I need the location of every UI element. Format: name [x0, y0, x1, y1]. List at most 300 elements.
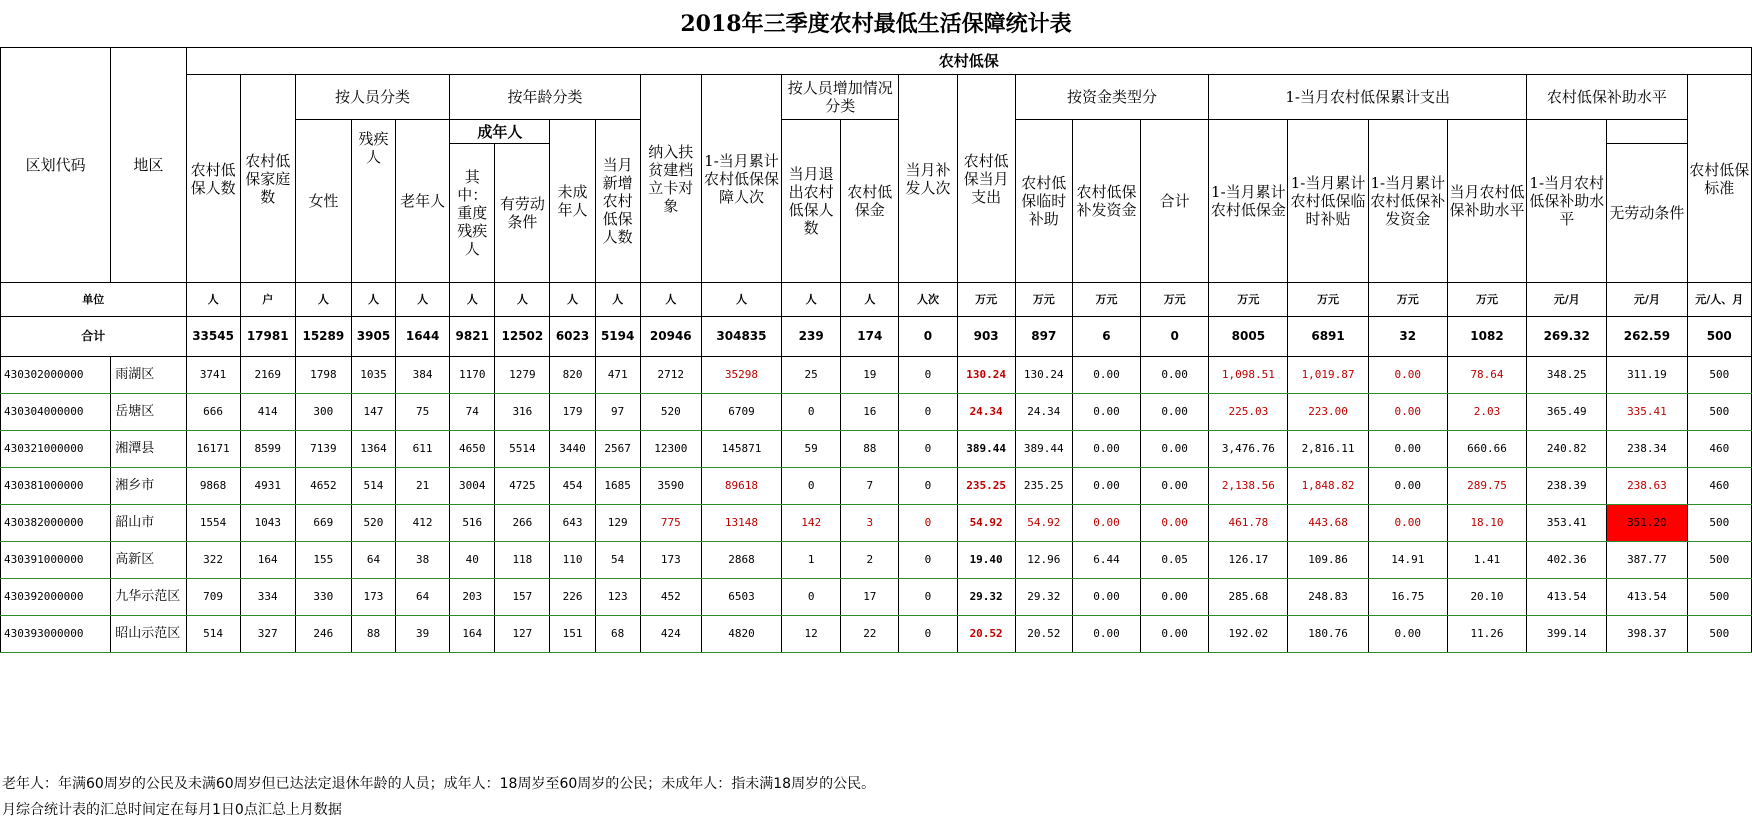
data-cell: 35298 [701, 357, 781, 394]
header-cum1: 1-当月累计农村低保金 [1209, 120, 1288, 283]
data-cell: 0.00 [1141, 505, 1209, 542]
data-cell: 0.00 [1072, 616, 1140, 653]
total-cell: 32 [1368, 317, 1447, 357]
region-name: 九华示范区 [111, 579, 186, 616]
footnote-aggregation-time: 月综合统计表的汇总时间定在每月1日0点汇总上月数据 [2, 802, 342, 818]
region-name: 湘潭县 [111, 431, 186, 468]
data-cell: 516 [450, 505, 495, 542]
data-cell: 16.75 [1368, 579, 1447, 616]
data-cell: 0.00 [1368, 468, 1447, 505]
data-cell: 1279 [495, 357, 550, 394]
header-adult: 成年人 [450, 120, 550, 144]
data-cell: 775 [640, 505, 701, 542]
total-cell: 500 [1687, 317, 1751, 357]
region-code: 430382000000 [1, 505, 111, 542]
data-cell: 402.36 [1527, 542, 1607, 579]
header-level-month: 当月农村低保补助水平 [1447, 120, 1526, 283]
data-cell: 398.37 [1607, 616, 1687, 653]
unit-cell: 万元 [1015, 283, 1072, 317]
data-cell: 173 [351, 579, 395, 616]
data-cell: 500 [1687, 579, 1751, 616]
data-cell: 21 [396, 468, 450, 505]
unit-cell: 人 [640, 283, 701, 317]
data-cell: 14.91 [1368, 542, 1447, 579]
header-unable: 无劳动条件 [1607, 144, 1687, 283]
data-cell: 64 [396, 579, 450, 616]
data-cell: 0.00 [1141, 616, 1209, 653]
data-cell: 1798 [295, 357, 351, 394]
total-label: 合计 [1, 317, 187, 357]
data-cell: 89618 [701, 468, 781, 505]
total-cell: 269.32 [1527, 317, 1607, 357]
header-by-person: 按人员分类 [295, 75, 449, 120]
data-cell: 666 [186, 394, 240, 431]
data-cell: 20.52 [1015, 616, 1072, 653]
data-cell: 322 [186, 542, 240, 579]
data-cell: 285.68 [1209, 579, 1288, 616]
data-cell: 29.32 [957, 579, 1015, 616]
total-cell: 6023 [550, 317, 595, 357]
data-cell: 40 [450, 542, 495, 579]
unit-cell: 人 [396, 283, 450, 317]
unit-cell: 人 [701, 283, 781, 317]
data-cell: 240.82 [1527, 431, 1607, 468]
table-row [1, 394, 1752, 431]
header-severe: 其中：重度残疾人 [450, 144, 495, 283]
data-cell: 12300 [640, 431, 701, 468]
data-cell: 192.02 [1209, 616, 1288, 653]
data-cell: 3440 [550, 431, 595, 468]
data-cell: 4652 [295, 468, 351, 505]
data-cell: 0.00 [1072, 357, 1140, 394]
data-cell: 2868 [701, 542, 781, 579]
region-code: 430392000000 [1, 579, 111, 616]
data-cell: 0 [899, 616, 957, 653]
table-row [1, 579, 1752, 616]
header-standard: 农村低保标准 [1687, 75, 1751, 283]
total-cell: 1644 [396, 317, 450, 357]
data-cell: 4650 [450, 431, 495, 468]
data-cell: 1,019.87 [1288, 357, 1368, 394]
header-minor: 未成年人 [550, 120, 595, 283]
total-cell: 262.59 [1607, 317, 1687, 357]
header-households: 农村低保家庭数 [240, 75, 295, 283]
unit-cell: 人 [782, 283, 841, 317]
data-cell: 389.44 [1015, 431, 1072, 468]
unit-cell: 元/人、月 [1687, 283, 1751, 317]
table-row [1, 357, 1752, 394]
total-cell: 8005 [1209, 317, 1288, 357]
data-cell: 3 [841, 505, 899, 542]
data-cell: 123 [595, 579, 640, 616]
data-cell: 514 [186, 616, 240, 653]
header-fund3: 农村低保补发资金 [1072, 120, 1140, 283]
unit-cell: 元/月 [1607, 283, 1687, 317]
data-cell: 179 [550, 394, 595, 431]
total-cell: 174 [841, 317, 899, 357]
data-cell: 443.68 [1288, 505, 1368, 542]
total-cell: 0 [1141, 317, 1209, 357]
data-cell: 238.34 [1607, 431, 1687, 468]
region-name: 韶山市 [111, 505, 186, 542]
total-cell: 1082 [1447, 317, 1526, 357]
header-level-cum: 1-当月农村低保补助水平 [1527, 120, 1607, 283]
data-cell: 3590 [640, 468, 701, 505]
total-cell: 0 [899, 317, 957, 357]
header-elderly: 老年人 [396, 120, 450, 283]
data-cell: 75 [396, 394, 450, 431]
data-cell: 17 [841, 579, 899, 616]
data-cell: 820 [550, 357, 595, 394]
data-cell: 387.77 [1607, 542, 1687, 579]
data-cell: 0.00 [1141, 431, 1209, 468]
data-cell: 1,098.51 [1209, 357, 1288, 394]
data-cell: 68 [595, 616, 640, 653]
unit-cell: 人 [186, 283, 240, 317]
data-cell: 18.10 [1447, 505, 1526, 542]
data-cell: 334 [240, 579, 295, 616]
data-cell: 0.00 [1368, 505, 1447, 542]
data-cell: 7 [841, 468, 899, 505]
total-cell: 903 [957, 317, 1015, 357]
data-cell: 238.63 [1607, 468, 1687, 505]
header-cum-total: 合计 [1141, 120, 1209, 283]
data-cell: 16 [841, 394, 899, 431]
table-row [1, 468, 1752, 505]
data-cell: 348.25 [1527, 357, 1607, 394]
data-cell: 130.24 [1015, 357, 1072, 394]
data-cell: 461.78 [1209, 505, 1288, 542]
data-cell: 20.10 [1447, 579, 1526, 616]
data-cell: 4931 [240, 468, 295, 505]
header-disabled: 残疾人 [351, 120, 395, 283]
unit-label: 单位 [1, 283, 187, 317]
region-code: 430304000000 [1, 394, 111, 431]
data-cell: 5514 [495, 431, 550, 468]
header-fund2: 农村低保临时补助 [1015, 120, 1072, 283]
total-cell: 239 [782, 317, 841, 357]
total-cell: 5194 [595, 317, 640, 357]
data-cell: 520 [640, 394, 701, 431]
data-cell: 78.64 [1447, 357, 1526, 394]
data-cell: 0 [899, 579, 957, 616]
data-cell: 246 [295, 616, 351, 653]
data-cell: 413.54 [1607, 579, 1687, 616]
data-cell: 1170 [450, 357, 495, 394]
data-cell: 24.34 [1015, 394, 1072, 431]
unit-cell: 人 [295, 283, 351, 317]
data-cell: 0.00 [1141, 394, 1209, 431]
data-cell: 365.49 [1527, 394, 1607, 431]
data-cell: 118 [495, 542, 550, 579]
data-cell: 3741 [186, 357, 240, 394]
unit-cell: 万元 [1447, 283, 1526, 317]
data-cell: 16171 [186, 431, 240, 468]
data-cell: 414 [240, 394, 295, 431]
total-cell: 3905 [351, 317, 395, 357]
header-persons: 农村低保人数 [186, 75, 240, 283]
region-name: 雨湖区 [111, 357, 186, 394]
data-cell: 6503 [701, 579, 781, 616]
data-cell: 452 [640, 579, 701, 616]
data-cell: 0 [899, 505, 957, 542]
table-row [1, 431, 1752, 468]
data-cell: 0.05 [1141, 542, 1209, 579]
data-cell: 2,138.56 [1209, 468, 1288, 505]
data-cell: 0 [899, 394, 957, 431]
data-cell: 203 [450, 579, 495, 616]
data-cell: 7139 [295, 431, 351, 468]
data-cell: 1554 [186, 505, 240, 542]
data-cell: 235.25 [957, 468, 1015, 505]
header-code: 区划代码 [1, 48, 111, 283]
header-cum-expense: 1-当月农村低保累计支出 [1209, 75, 1527, 120]
data-cell: 39 [396, 616, 450, 653]
data-cell: 514 [351, 468, 395, 505]
data-cell: 500 [1687, 357, 1751, 394]
header-level: 农村低保补助水平 [1527, 75, 1687, 120]
data-cell: 1043 [240, 505, 295, 542]
header-fund1: 农村低保金 [841, 120, 899, 283]
data-cell: 22 [841, 616, 899, 653]
data-cell: 1035 [351, 357, 395, 394]
data-cell: 316 [495, 394, 550, 431]
header-by-change: 按人员增加情况分类 [782, 75, 899, 120]
header-cum-persons: 1-当月累计农村低保保障人次 [701, 75, 781, 283]
data-cell: 223.00 [1288, 394, 1368, 431]
data-cell: 0.00 [1072, 579, 1140, 616]
total-cell: 17981 [240, 317, 295, 357]
data-cell: 0.00 [1141, 468, 1209, 505]
header-reissue: 当月补发人次 [899, 75, 957, 283]
region-name: 湘乡市 [111, 468, 186, 505]
unit-row [1, 283, 1752, 317]
data-cell: 643 [550, 505, 595, 542]
data-cell: 0 [782, 394, 841, 431]
data-cell: 13148 [701, 505, 781, 542]
data-cell: 266 [495, 505, 550, 542]
data-cell: 327 [240, 616, 295, 653]
region-name: 昭山示范区 [111, 616, 186, 653]
data-cell: 300 [295, 394, 351, 431]
data-cell: 500 [1687, 394, 1751, 431]
region-code: 430381000000 [1, 468, 111, 505]
unit-cell: 人 [450, 283, 495, 317]
data-cell: 248.83 [1288, 579, 1368, 616]
total-cell: 20946 [640, 317, 701, 357]
unit-cell: 人 [550, 283, 595, 317]
data-cell: 1 [782, 542, 841, 579]
unit-cell: 人 [841, 283, 899, 317]
data-cell: 151 [550, 616, 595, 653]
data-cell: 12 [782, 616, 841, 653]
total-cell: 15289 [295, 317, 351, 357]
header-month-expense: 农村低保当月支出 [957, 75, 1015, 283]
header-cum3: 1-当月累计农村低保补发资金 [1368, 120, 1447, 283]
data-cell: 2712 [640, 357, 701, 394]
data-cell: 1,848.82 [1288, 468, 1368, 505]
data-cell: 126.17 [1209, 542, 1288, 579]
statistics-table [0, 47, 1752, 653]
data-cell: 164 [240, 542, 295, 579]
unit-cell: 人次 [899, 283, 957, 317]
unit-cell: 人 [495, 283, 550, 317]
data-cell: 19.40 [957, 542, 1015, 579]
region-code: 430302000000 [1, 357, 111, 394]
unit-cell: 万元 [1141, 283, 1209, 317]
data-cell: 173 [640, 542, 701, 579]
data-cell: 1.41 [1447, 542, 1526, 579]
header-area: 地区 [111, 48, 186, 283]
header-by-age: 按年龄分类 [450, 75, 641, 120]
data-cell: 0 [782, 579, 841, 616]
data-cell: 2169 [240, 357, 295, 394]
data-cell: 399.14 [1527, 616, 1607, 653]
data-cell: 351.20 [1607, 505, 1687, 542]
unit-cell: 万元 [1288, 283, 1368, 317]
data-cell: 0.00 [1368, 616, 1447, 653]
data-cell: 155 [295, 542, 351, 579]
data-cell: 20.52 [957, 616, 1015, 653]
data-cell: 460 [1687, 431, 1751, 468]
data-cell: 0.00 [1072, 431, 1140, 468]
table-row [1, 616, 1752, 653]
data-cell: 389.44 [957, 431, 1015, 468]
data-cell: 238.39 [1527, 468, 1607, 505]
sheet-title: 2018年三季度农村最低生活保障统计表 [680, 11, 1072, 37]
data-cell: 8599 [240, 431, 295, 468]
header-able: 有劳动条件 [495, 144, 550, 283]
data-cell: 164 [450, 616, 495, 653]
data-cell: 335.41 [1607, 394, 1687, 431]
data-cell: 11.26 [1447, 616, 1526, 653]
data-cell: 24.34 [957, 394, 1015, 431]
data-cell: 59 [782, 431, 841, 468]
data-cell: 0 [899, 468, 957, 505]
header-female: 女性 [295, 120, 351, 283]
total-cell: 9821 [450, 317, 495, 357]
unit-cell: 万元 [1072, 283, 1140, 317]
data-cell: 0.00 [1368, 357, 1447, 394]
total-cell: 12502 [495, 317, 550, 357]
data-cell: 0.00 [1368, 394, 1447, 431]
data-cell: 88 [351, 616, 395, 653]
data-cell: 500 [1687, 542, 1751, 579]
data-cell: 311.19 [1607, 357, 1687, 394]
data-cell: 130.24 [957, 357, 1015, 394]
data-cell: 1364 [351, 431, 395, 468]
header-by-fund: 按资金类型分 [1015, 75, 1209, 120]
data-cell: 0 [899, 357, 957, 394]
data-cell: 157 [495, 579, 550, 616]
table-row [1, 505, 1752, 542]
data-cell: 38 [396, 542, 450, 579]
data-cell: 12.96 [1015, 542, 1072, 579]
header-new: 当月新增农村低保人数 [595, 120, 640, 283]
data-rows [1, 357, 1752, 653]
data-cell: 0 [899, 431, 957, 468]
data-cell: 412 [396, 505, 450, 542]
data-cell: 97 [595, 394, 640, 431]
table-row [1, 542, 1752, 579]
data-cell: 64 [351, 542, 395, 579]
data-cell: 0.00 [1072, 505, 1140, 542]
data-cell: 2 [841, 542, 899, 579]
data-cell: 25 [782, 357, 841, 394]
data-cell: 74 [450, 394, 495, 431]
data-cell: 0.00 [1141, 357, 1209, 394]
data-cell: 611 [396, 431, 450, 468]
data-cell: 660.66 [1447, 431, 1526, 468]
total-cell: 304835 [701, 317, 781, 357]
data-cell: 3,476.76 [1209, 431, 1288, 468]
data-cell: 19 [841, 357, 899, 394]
region-name: 岳塘区 [111, 394, 186, 431]
footnote-age-definitions: 老年人：年满60周岁的公民及未满60周岁但已达法定退休年龄的人员；成年人：18周岁至60周岁的公民；未成年人：指未满18周岁的公民。 [2, 776, 876, 792]
data-cell: 109.86 [1288, 542, 1368, 579]
data-cell: 2567 [595, 431, 640, 468]
total-cell: 33545 [186, 317, 240, 357]
data-cell: 289.75 [1447, 468, 1526, 505]
data-cell: 709 [186, 579, 240, 616]
data-cell: 0 [782, 468, 841, 505]
data-cell: 235.25 [1015, 468, 1072, 505]
data-cell: 0.00 [1368, 431, 1447, 468]
data-cell: 471 [595, 357, 640, 394]
data-cell: 4725 [495, 468, 550, 505]
data-cell: 0.00 [1072, 394, 1140, 431]
header-rural-dibao: 农村低保 [186, 48, 1752, 75]
unit-cell: 万元 [1368, 283, 1447, 317]
data-cell: 88 [841, 431, 899, 468]
data-cell: 384 [396, 357, 450, 394]
header-exit: 当月退出农村低保人数 [782, 120, 841, 283]
data-cell: 225.03 [1209, 394, 1288, 431]
data-cell: 110 [550, 542, 595, 579]
region-code: 430321000000 [1, 431, 111, 468]
region-name: 高新区 [111, 542, 186, 579]
unit-cell: 人 [595, 283, 640, 317]
unit-cell: 元/月 [1527, 283, 1607, 317]
data-cell: 520 [351, 505, 395, 542]
unit-cell: 人 [351, 283, 395, 317]
data-cell: 330 [295, 579, 351, 616]
data-cell: 353.41 [1527, 505, 1607, 542]
data-cell: 226 [550, 579, 595, 616]
data-cell: 54.92 [957, 505, 1015, 542]
data-cell: 29.32 [1015, 579, 1072, 616]
data-cell: 0.00 [1072, 468, 1140, 505]
data-cell: 145871 [701, 431, 781, 468]
unit-cell: 户 [240, 283, 295, 317]
data-cell: 129 [595, 505, 640, 542]
data-cell: 54 [595, 542, 640, 579]
data-cell: 413.54 [1527, 579, 1607, 616]
data-cell: 6.44 [1072, 542, 1140, 579]
total-row [1, 317, 1752, 357]
data-cell: 1685 [595, 468, 640, 505]
header-cum2: 1-当月累计农村低保临时补贴 [1288, 120, 1368, 283]
data-cell: 0 [899, 542, 957, 579]
total-cell: 6 [1072, 317, 1140, 357]
region-code: 430391000000 [1, 542, 111, 579]
total-cell: 6891 [1288, 317, 1368, 357]
data-cell: 460 [1687, 468, 1751, 505]
header-poverty-file: 纳入扶贫建档立卡对象 [640, 75, 701, 283]
data-cell: 669 [295, 505, 351, 542]
region-code: 430393000000 [1, 616, 111, 653]
data-cell: 54.92 [1015, 505, 1072, 542]
